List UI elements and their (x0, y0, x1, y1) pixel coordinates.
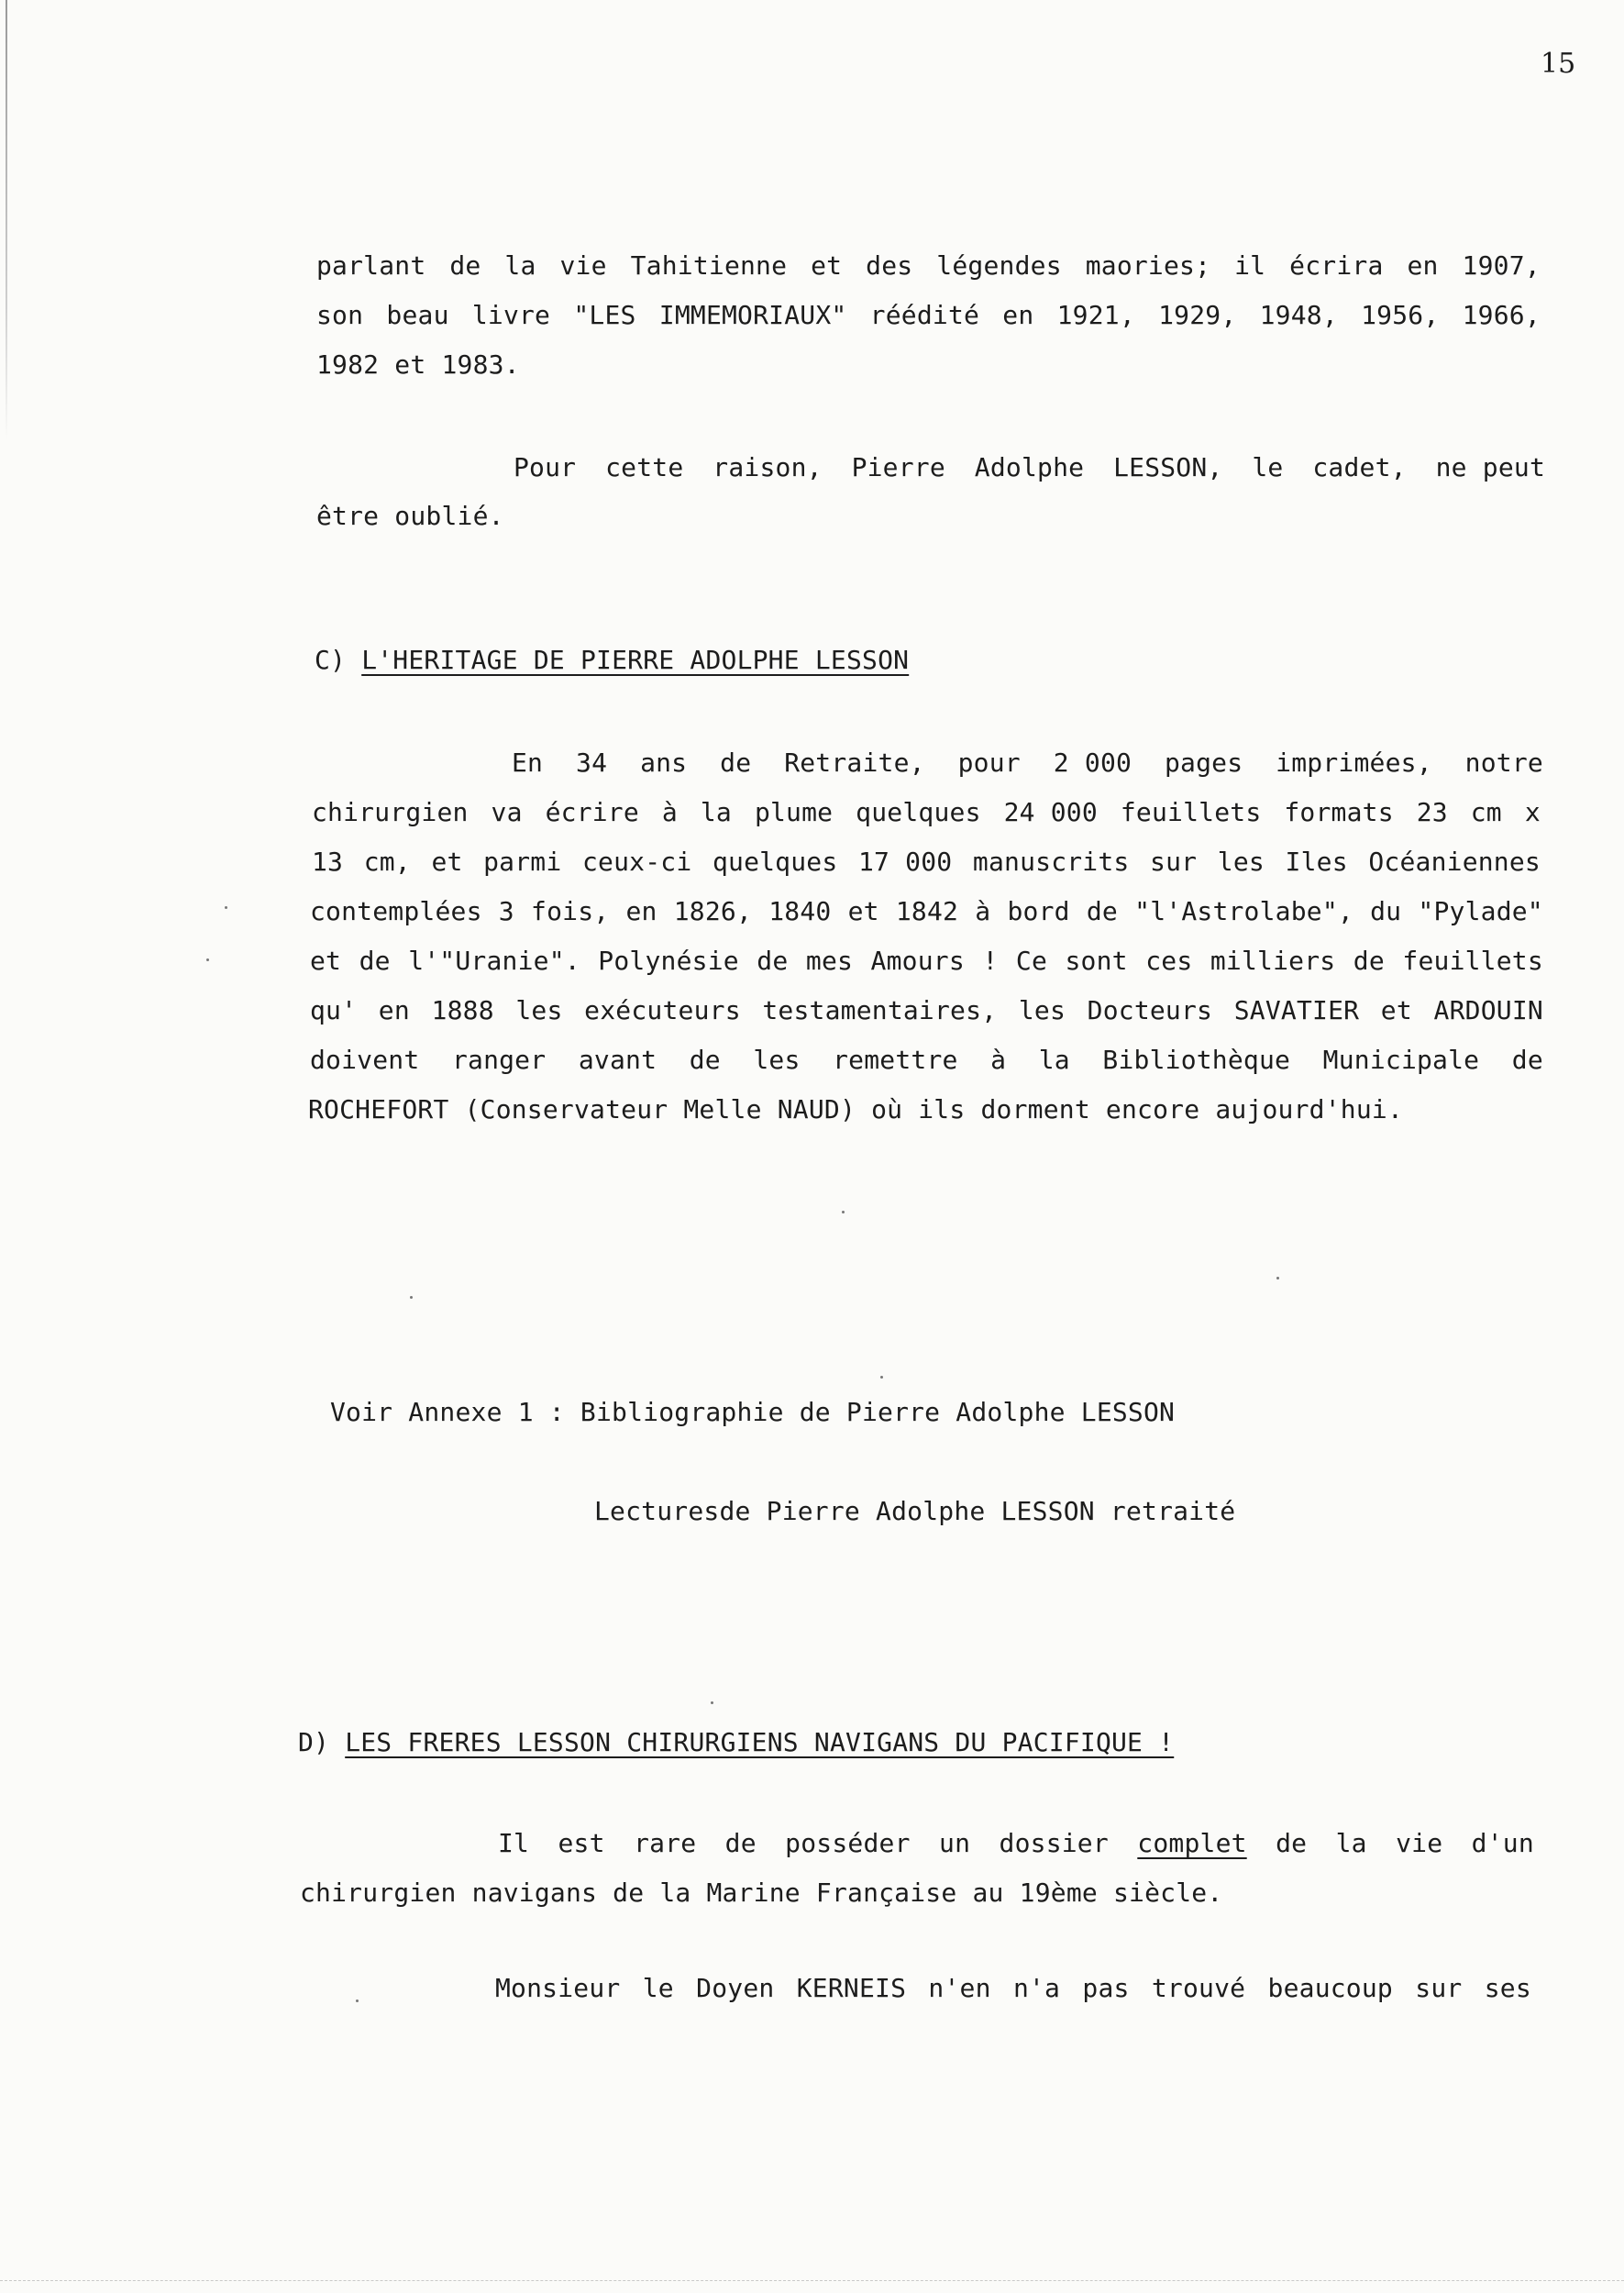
annex-line1: Voir Annexe 1 : Bibliographie de Pierre Adolphe LESSON (330, 1397, 1176, 1427)
word: de (1086, 896, 1118, 926)
word: 1888 (431, 995, 494, 1025)
word: cette (605, 452, 684, 482)
word: ! (982, 946, 999, 976)
word: la (504, 250, 536, 281)
word: et (847, 896, 879, 926)
word: "Pylade" (1418, 896, 1543, 926)
p2-line1 (514, 451, 1545, 484)
word: 1948, (1259, 300, 1338, 330)
word: 1929, (1158, 300, 1237, 330)
word: beau (386, 300, 449, 330)
word: KERNEIS (796, 1973, 907, 2003)
word: raison, (713, 452, 823, 482)
p5-line1 (495, 1972, 1531, 2005)
word: Océaniennes (1368, 847, 1541, 877)
word: ceux-ci (581, 847, 692, 877)
word: Doyen (696, 1973, 775, 2003)
word: n'a (1012, 1973, 1061, 2003)
word: Amours (870, 946, 965, 976)
word: en (625, 896, 657, 926)
p3-line7 (310, 1044, 1543, 1077)
word: livre (471, 300, 551, 330)
word: 1826, (673, 896, 753, 926)
word: cm (1470, 797, 1502, 827)
word: ne peut (1435, 452, 1545, 482)
word: quelques (856, 797, 981, 827)
word: le (642, 1973, 674, 2003)
annex-line2: Lecturesde Pierre Adolphe LESSON retraité (594, 1496, 1236, 1526)
word: Tahitienne (630, 250, 788, 281)
word: les (753, 1045, 801, 1075)
word: de (1353, 946, 1385, 976)
scan-speck (842, 1211, 845, 1213)
scan-speck (356, 1999, 359, 2002)
word: à (661, 797, 678, 827)
word: les (515, 995, 563, 1025)
section-d-prefix: D) (298, 1727, 346, 1757)
word: de (1276, 1828, 1308, 1858)
word: vie (1396, 1828, 1443, 1858)
word: 3 (498, 896, 514, 926)
word: 1966, (1462, 300, 1541, 330)
word: doivent (310, 1045, 420, 1075)
word: du (1370, 896, 1402, 926)
word: quelques (712, 847, 838, 877)
word: Adolphe (974, 452, 1085, 482)
word: écrire (545, 797, 639, 827)
word: beaucoup (1267, 1973, 1393, 2003)
word: de (449, 250, 481, 281)
word: testamentaires, (762, 995, 998, 1025)
word: et (811, 250, 843, 281)
word: n'en (928, 1973, 991, 2003)
scan-speck (880, 1376, 883, 1379)
p1-line3: 1982 et 1983. (316, 349, 520, 380)
word: 1840 (768, 896, 832, 926)
word: à (975, 896, 991, 926)
word: feuillets (1402, 946, 1543, 976)
word: Docteurs (1087, 995, 1213, 1025)
section-d-heading (298, 1726, 1174, 1759)
word: 24 000 (1003, 797, 1098, 827)
word: sur (1415, 1973, 1463, 2003)
word: Pour (514, 452, 577, 482)
word: trouvé (1151, 1973, 1246, 2003)
p3-line4 (310, 895, 1543, 928)
p4-line2: chirurgien navigans de la Marine Française au 19ème siècle. (300, 1878, 1223, 1908)
word: qu' (310, 995, 358, 1025)
word: notre (1464, 748, 1543, 778)
section-d-title: LES FRERES LESSON CHIRURGIENS NAVIGANS DU PACIFIQUE ! (345, 1727, 1175, 1757)
word: va (491, 797, 523, 827)
p3-line2 (312, 796, 1541, 829)
word: mes (805, 946, 854, 976)
word: un (939, 1828, 971, 1858)
word: 23 (1416, 797, 1448, 827)
word: écrira (1289, 250, 1384, 281)
word: SAVATIER (1233, 995, 1360, 1025)
word: imprimées, (1276, 748, 1432, 778)
page-edge-shadow (6, 0, 7, 440)
p3-line3 (312, 846, 1541, 879)
word: rare (634, 1828, 697, 1858)
word: il (1234, 250, 1266, 281)
word: fois, (531, 896, 610, 926)
word: ARDOUIN (1433, 995, 1543, 1025)
word: chirurgien (312, 797, 469, 827)
word: des (866, 250, 913, 281)
word: posséder (785, 1828, 911, 1858)
word: 13 (312, 847, 344, 877)
word: Iles (1285, 847, 1348, 877)
word: formats (1284, 797, 1394, 827)
word: de (757, 946, 789, 976)
word: Polynésie (598, 946, 739, 976)
word: légendes (936, 250, 1062, 281)
word: de (359, 946, 391, 976)
word: en (378, 995, 410, 1025)
word: réédité (869, 300, 980, 330)
word: Pierre (851, 452, 945, 482)
word: Retraite, (784, 748, 925, 778)
scan-speck (711, 1701, 713, 1704)
word: LESSON, (1113, 452, 1223, 482)
word: exécuteurs (584, 995, 741, 1025)
word: l'"Uranie". (408, 946, 580, 976)
word: sur (1150, 847, 1198, 877)
word: de (724, 1828, 757, 1858)
word: la (1335, 1828, 1367, 1858)
word: et (310, 946, 342, 976)
word: en (1407, 250, 1439, 281)
word: IMMEMORIAUX" (658, 300, 847, 330)
word: "LES (573, 300, 636, 330)
word: les (1217, 847, 1265, 877)
word: manuscrits (972, 847, 1130, 877)
word: cadet, (1312, 452, 1407, 482)
word: 1842 (895, 896, 959, 926)
section-c-heading (315, 644, 909, 677)
word: avant (578, 1045, 657, 1075)
word: pages (1164, 748, 1243, 778)
word: cm, (363, 847, 411, 877)
page-number: 15 (1541, 48, 1576, 80)
word: ces (1145, 946, 1193, 976)
word: "l'Astrolabe", (1134, 896, 1353, 926)
p3-line1 (512, 747, 1543, 780)
word: d'un (1471, 1828, 1534, 1858)
word: 1907, (1462, 250, 1541, 281)
word: sont (1065, 946, 1128, 976)
word: pas (1082, 1973, 1130, 2003)
word: de (1511, 1045, 1543, 1075)
word: Ce (1015, 946, 1048, 976)
word: maories; (1085, 250, 1211, 281)
word: Municipale (1322, 1045, 1480, 1075)
p2-line2: être oublié. (316, 501, 504, 531)
section-c-title: L'HERITAGE DE PIERRE ADOLPHE LESSON (361, 645, 910, 675)
p4-line1 (498, 1827, 1534, 1860)
word: complet (1137, 1828, 1247, 1858)
word: de (720, 748, 752, 778)
p3-line5 (310, 945, 1543, 978)
scan-speck (410, 1296, 413, 1299)
scan-speck (225, 906, 227, 909)
word: la (1038, 1045, 1070, 1075)
word: Il (498, 1828, 530, 1858)
word: feuillets (1120, 797, 1262, 827)
word: parlant (316, 250, 426, 281)
word: Bibliothèque (1102, 1045, 1291, 1075)
word: de (689, 1045, 721, 1075)
word: 17 000 (857, 847, 953, 877)
p1-line1 (316, 249, 1541, 282)
word: bord (1007, 896, 1070, 926)
word: dossier (999, 1828, 1109, 1858)
word: ses (1484, 1973, 1531, 2003)
word: à (990, 1045, 1007, 1075)
word: remettre (833, 1045, 958, 1075)
word: plume (754, 797, 834, 827)
word: En (512, 748, 544, 778)
word: parmi (483, 847, 562, 877)
word: vie (559, 250, 607, 281)
word: pour (957, 748, 1021, 778)
word: son (316, 300, 364, 330)
word: contemplées (310, 896, 482, 926)
scan-speck (206, 958, 209, 961)
p3-line6 (310, 994, 1543, 1027)
word: et (1380, 995, 1412, 1025)
section-c-prefix: C) (315, 645, 362, 675)
word: ans (640, 748, 688, 778)
p3-line8: ROCHEFORT (Conservateur Melle NAUD) où ils dorment encore aujourd'hui. (308, 1094, 1404, 1124)
word: le (1252, 452, 1284, 482)
word: 1921, (1056, 300, 1135, 330)
word: la (700, 797, 732, 827)
word: 2 000 (1053, 748, 1132, 778)
word: 34 (576, 748, 608, 778)
p1-line2 (316, 299, 1541, 332)
word: les (1018, 995, 1066, 1025)
word: est (558, 1828, 605, 1858)
word: en (1002, 300, 1034, 330)
word: 1956, (1361, 300, 1440, 330)
word: et (431, 847, 463, 877)
scan-speck (1276, 1277, 1279, 1279)
word: Monsieur (495, 1973, 621, 2003)
word: ranger (451, 1045, 547, 1075)
word: x (1524, 797, 1541, 827)
scan-bottom-edge (0, 2280, 1624, 2282)
word: milliers (1210, 946, 1336, 976)
